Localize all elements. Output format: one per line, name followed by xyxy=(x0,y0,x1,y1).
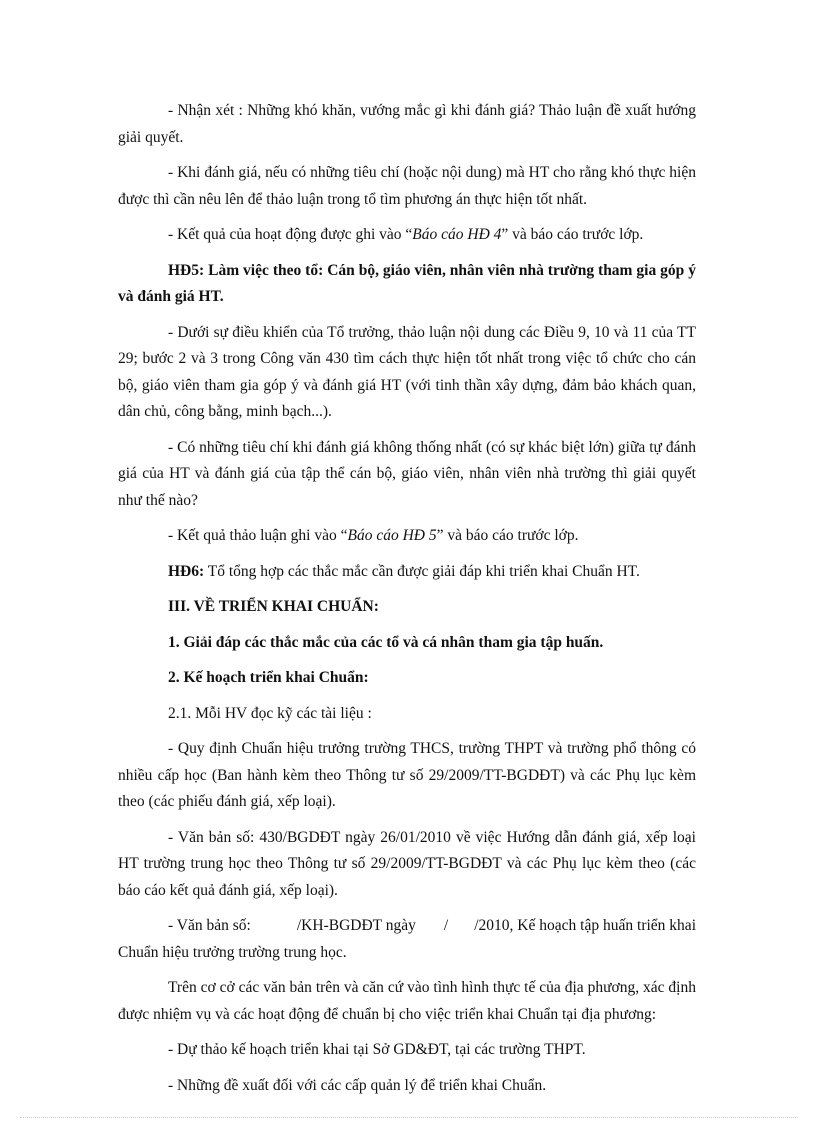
text-run: ” và báo cáo trước lớp. xyxy=(501,226,644,243)
paragraph-tren-co-so: Trên cơ cở các văn bản trên và căn cứ vào tình hình thực tế của địa phương, xác định được nhiệm vụ và các hoạt động để chuẩn bị cho việc triển khai Chuẩn tại địa phương: xyxy=(118,979,696,1023)
text-run: - Kết quả thảo luận ghi vào “ xyxy=(168,527,348,544)
paragraph-hd6 xyxy=(118,559,696,586)
paragraph-ket-qua-hd5 xyxy=(118,523,696,550)
paragraph-item-2-1: 2.1. Mỗi HV đọc kỹ các tài liệu : xyxy=(168,704,372,722)
text-run: /2010, Kế hoạch tập huấn triển khai Chuẩn hiệu trưởng trường trung học. xyxy=(118,917,696,961)
page-bottom-divider xyxy=(20,1117,796,1118)
italic-report-name: Báo cáo HĐ 5 xyxy=(347,527,437,544)
text-run: - Văn bản số: xyxy=(168,917,251,934)
hd6-text: Tổ tổng hợp các thắc mắc cần được giải đáp khi triển khai Chuẩn HT. xyxy=(204,562,640,580)
text-run: ” và báo cáo trước lớp. xyxy=(436,527,579,544)
italic-report-name: Báo cáo HĐ 4 xyxy=(412,226,502,243)
paragraph-duoi-su-dieu-khien: - Dưới sự điều khiển của Tổ trưởng, thảo luận nội dung các Điều 9, 10 và 11 của TT 29; bước 2 và 3 trong Công văn 430 tìm cách thực hiện tốt nhất trong việc tổ chức cho cán bộ, giáo viên tham gia góp ý và đánh giá HT (với tinh thần xây dựng, đảm bảo khách quan, dân chủ, công bằng, minh bạch...). xyxy=(118,323,696,420)
paragraph-de-xuat: - Những đề xuất đối với các cấp quản lý để triển khai Chuẩn. xyxy=(168,1076,547,1094)
text-run: / xyxy=(443,917,449,934)
heading-section-3: III. VỀ TRIỂN KHAI CHUẨN: xyxy=(168,598,379,615)
paragraph-khi-danh-gia: - Khi đánh giá, nếu có những tiêu chí (hoặc nội dung) mà HT cho rằng khó thực hiện được thì cần nêu lên để thảo luận trong tổ tìm phương án thực hiện tốt nhất. xyxy=(118,164,696,208)
paragraph-ket-qua-hd4 xyxy=(118,222,696,249)
text-run: - Kết quả của hoạt động được ghi vào “ xyxy=(168,226,413,243)
paragraph-van-ban-kh xyxy=(118,913,696,966)
heading-item-2: 2. Kế hoạch triển khai Chuẩn: xyxy=(168,669,369,686)
paragraph-du-thao: - Dự thảo kế hoạch triển khai tại Sở GD&ĐT, tại các trường THPT. xyxy=(168,1041,586,1058)
paragraph-nhan-xet: - Nhận xét : Những khó khăn, vướng mắc gì khi đánh giá? Thảo luận đề xuất hướng giải quyết. xyxy=(118,102,696,146)
heading-item-1: 1. Giải đáp các thắc mắc của các tổ và cá nhân tham gia tập huấn. xyxy=(168,633,604,651)
document-body xyxy=(118,98,696,1108)
paragraph-quy-dinh: - Quy định Chuẩn hiệu trưởng trường THCS, trường THPT và trường phổ thông có nhiều cấp học (Ban hành kèm theo Thông tư số 29/2009/TT-BGDĐT) và các Phụ lục kèm theo (các phiếu đánh giá, xếp loại). xyxy=(118,740,696,810)
paragraph-co-nhung-tieu-chi: - Có những tiêu chí khi đánh giá không thống nhất (có sự khác biệt lớn) giữa tự đánh giá của HT và đánh giá của tập thể cán bộ, giáo viên, nhân viên nhà trường thì giải quyết như thế nào? xyxy=(118,438,696,509)
paragraph-van-ban-430: - Văn bản số: 430/BGDĐT ngày 26/01/2010 về việc Hướng dẫn đánh giá, xếp loại HT trường trung học theo Thông tư số 29/2009/TT-BGDĐT và các Phụ lục kèm theo (các báo cáo kết quả đánh giá, xếp loại). xyxy=(118,828,696,899)
hd6-label: HĐ6: xyxy=(168,562,205,580)
text-run: /KH-BGDĐT ngày xyxy=(296,917,416,934)
heading-hd5: HĐ5: Làm việc theo tổ: Cán bộ, giáo viên, nhân viên nhà trường tham gia góp ý và đánh giá HT. xyxy=(118,261,696,305)
